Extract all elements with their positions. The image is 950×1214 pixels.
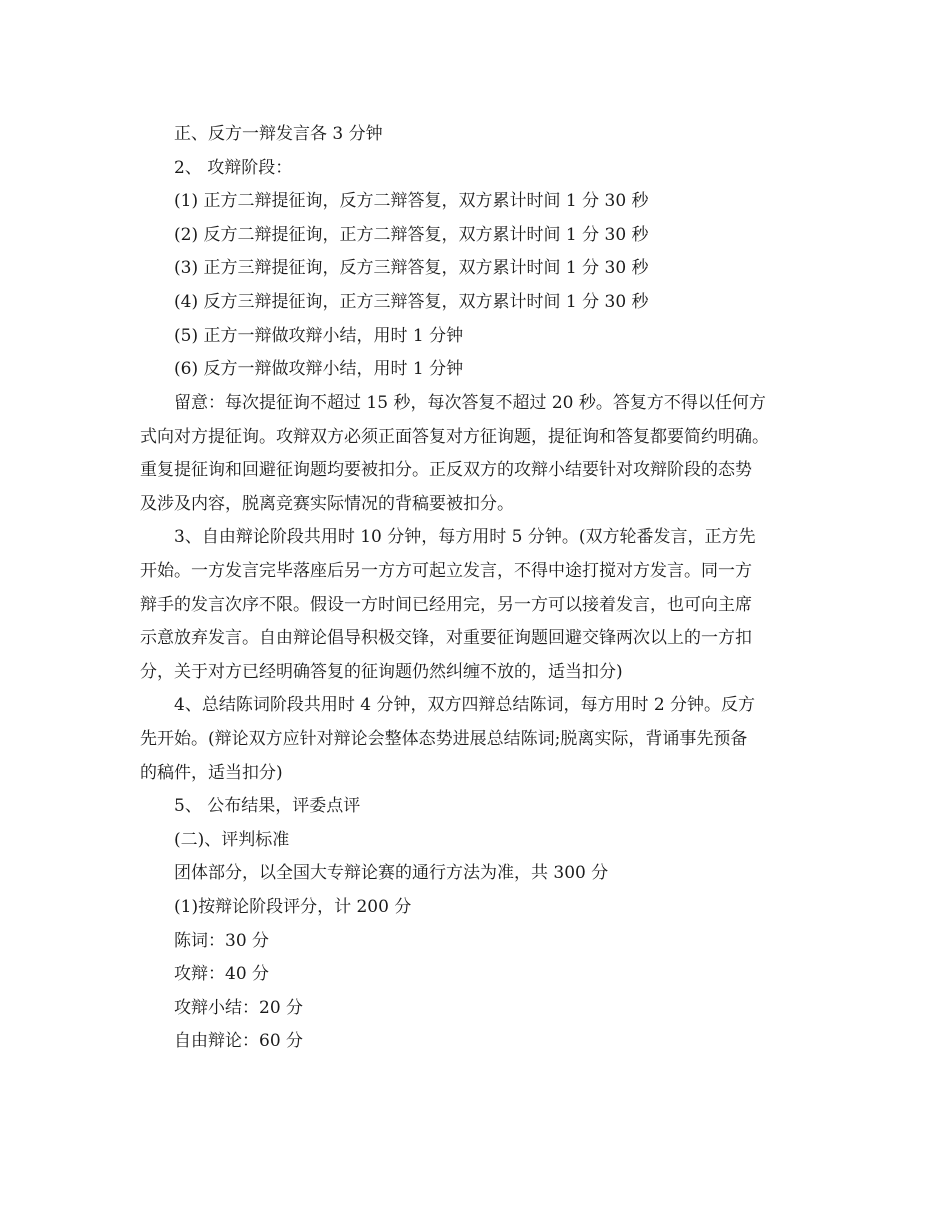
paragraph-line: 及涉及内容，脱离竞赛实际情况的背稿要被扣分。 [140, 494, 514, 514]
section-heading: (二)、评判标准 [174, 830, 290, 850]
text-line: 攻辩小结：20 分 [174, 998, 304, 1018]
paragraph-line: 辩手的发言次序不限。假设一方时间已经用完，另一方可以接着发言，也可向主席 [140, 595, 752, 615]
text-line: (4) 反方三辩提征询，正方三辩答复，双方累计时间 1 分 30 秒 [174, 292, 649, 312]
text-line: (1) 正方二辩提征询，反方二辩答复，双方累计时间 1 分 30 秒 [174, 191, 649, 211]
text-line: 5、 公布结果，评委点评 [174, 796, 361, 816]
paragraph-line: 4、总结陈词阶段共用时 4 分钟，双方四辩总结陈词，每方用时 2 分钟。反方 [174, 695, 756, 715]
text-line: 团体部分，以全国大专辩论赛的通行方法为准，共 300 分 [174, 863, 609, 883]
text-line: (3) 正方三辩提征询，反方三辩答复，双方累计时间 1 分 30 秒 [174, 258, 649, 278]
paragraph-line: 示意放弃发言。自由辩论倡导积极交锋，对重要征询题回避交锋两次以上的一方扣 [140, 628, 752, 648]
text-line: (2) 反方二辩提征询，正方二辩答复，双方累计时间 1 分 30 秒 [174, 225, 649, 245]
text-line: (6) 反方一辩做攻辩小结，用时 1 分钟 [174, 359, 464, 379]
text-line: (1)按辩论阶段评分，计 200 分 [174, 897, 412, 917]
text-line: 正、反方一辩发言各 3 分钟 [174, 124, 383, 144]
paragraph-line: 开始。一方发言完毕落座后另一方方可起立发言，不得中途打搅对方发言。同一方 [140, 561, 752, 581]
text-line: 攻辩：40 分 [174, 964, 270, 984]
paragraph-line: 先开始。(辩论双方应针对辩论会整体态势进展总结陈词;脱离实际，背诵事先预备 [140, 729, 748, 749]
paragraph-line: 式向对方提征询。攻辩双方必须正面答复对方征询题，提征询和答复都要简约明确。 [140, 427, 769, 447]
text-line: (5) 正方一辩做攻辩小结，用时 1 分钟 [174, 326, 464, 346]
text-line: 自由辩论：60 分 [174, 1031, 304, 1051]
paragraph-line: 3、自由辩论阶段共用时 10 分钟，每方用时 5 分钟。(双方轮番发言，正方先 [174, 527, 756, 547]
text-line: 2、 攻辩阶段： [174, 158, 293, 178]
paragraph-line: 重复提征询和回避征询题均要被扣分。正反双方的攻辩小结要针对攻辩阶段的态势 [140, 460, 752, 480]
paragraph-line: 留意：每次提征询不超过 15 秒，每次答复不超过 20 秒。答复方不得以任何方 [174, 393, 766, 413]
paragraph-line: 分，关于对方已经明确答复的征询题仍然纠缠不放的，适当扣分) [140, 662, 623, 682]
paragraph-line: 的稿件，适当扣分) [140, 763, 283, 783]
text-line: 陈词：30 分 [174, 931, 270, 951]
